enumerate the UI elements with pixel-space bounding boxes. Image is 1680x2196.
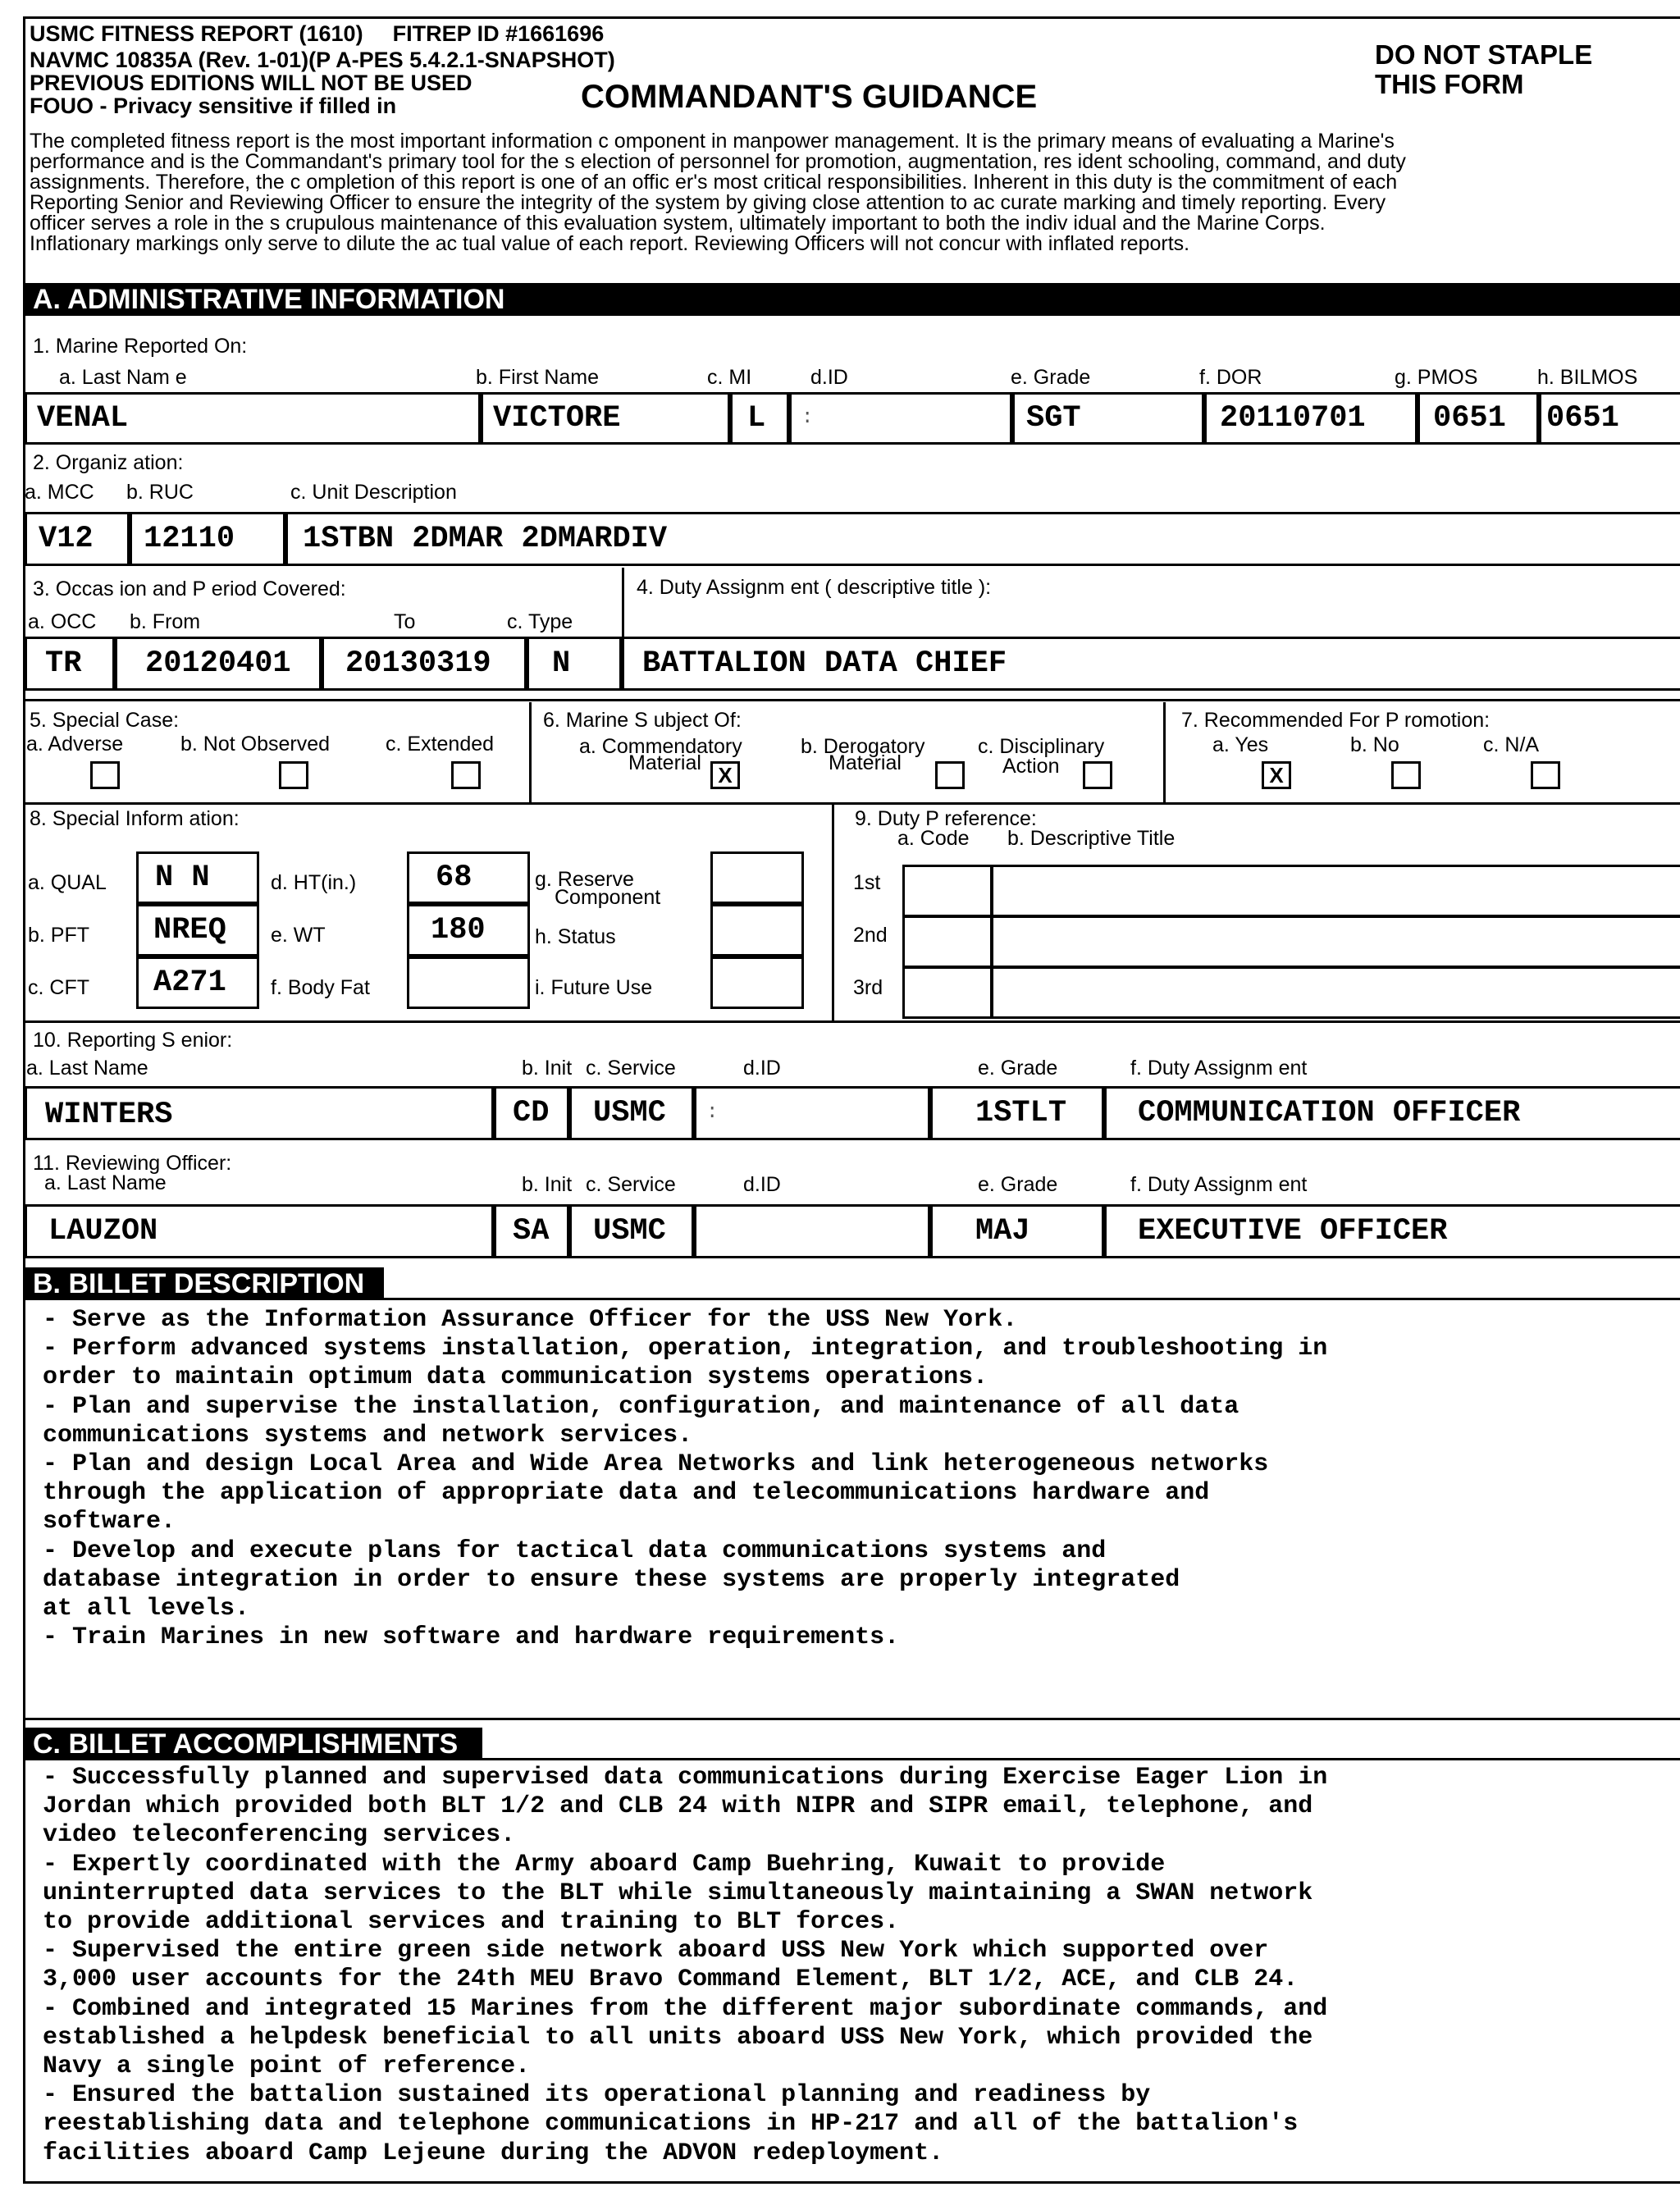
height-field[interactable]: 68 xyxy=(407,851,530,904)
adverse-label: a. Adverse xyxy=(26,733,124,756)
ro-init-label: b. Init xyxy=(522,1173,573,1196)
weight-field[interactable]: 180 xyxy=(407,904,530,956)
bilmos-label: h. BILMOS xyxy=(1537,366,1638,389)
marine-id-field[interactable]: : xyxy=(789,392,1012,445)
pref-3rd-label: 3rd xyxy=(853,976,883,999)
commendatory-label: a. Commendatory xyxy=(579,735,742,758)
last-name-label: a. Last Nam e xyxy=(59,366,187,389)
type-label: c. Type xyxy=(507,610,573,633)
pft-label: b. PFT xyxy=(28,924,90,947)
occ-label: a. OCC xyxy=(28,610,97,633)
promotion-na-checkbox[interactable] xyxy=(1531,761,1560,789)
rs-id-label: d.ID xyxy=(743,1057,781,1080)
marine-pmos-field[interactable]: 0651 xyxy=(1418,392,1539,445)
ro-id-label: d.ID xyxy=(743,1173,781,1196)
reserve-label: g. Reserve xyxy=(535,868,634,891)
rs-grade-field[interactable]: 1STLT xyxy=(930,1086,1104,1140)
pmos-label: g. PMOS xyxy=(1395,366,1478,389)
ro-service-field[interactable]: USMC xyxy=(569,1204,694,1258)
duty-assignment-field[interactable]: BATTALION DATA CHIEF xyxy=(622,637,1680,691)
mcc-field[interactable]: V12 xyxy=(25,512,130,566)
pref-2nd-label: 2nd xyxy=(853,924,888,947)
staple-warning-1: DO NOT STAPLE xyxy=(1375,39,1593,70)
duty-assignment-label: 4. Duty Assignm ent ( descriptive title ): xyxy=(637,576,992,599)
ro-service-label: c. Service xyxy=(586,1173,676,1196)
id-label: d.ID xyxy=(810,366,848,389)
pref-2nd-title[interactable] xyxy=(991,915,1680,968)
form-revision: NAVMC 10835A (Rev. 1-01)(P A-PES 5.4.2.1-SNAPSHOT) xyxy=(30,48,615,72)
reserve-component-label: Component xyxy=(555,886,661,909)
special-case-divider xyxy=(529,702,532,804)
ruc-field[interactable]: 12110 xyxy=(130,512,285,566)
occasion-type-field[interactable]: N xyxy=(527,637,622,691)
cft-label: c. CFT xyxy=(28,976,89,999)
marine-last-name-field[interactable]: VENAL xyxy=(25,392,481,445)
future-use-field[interactable] xyxy=(710,956,804,1009)
pref-title-label: b. Descriptive Title xyxy=(1007,827,1176,850)
first-name-label: b. First Name xyxy=(476,366,600,389)
staple-warning-2: THIS FORM xyxy=(1375,69,1524,99)
section-c-top-rule xyxy=(23,1718,1680,1720)
dor-label: f. DOR xyxy=(1199,366,1262,389)
reporting-senior-label: 10. Reporting S enior: xyxy=(33,1029,233,1052)
rs-duty-field[interactable]: COMMUNICATION OFFICER xyxy=(1104,1086,1680,1140)
privacy-note: FOUO - Privacy sensitive if filled in xyxy=(30,94,397,118)
ro-id-field[interactable] xyxy=(694,1204,930,1258)
pref-1st-label: 1st xyxy=(853,871,881,894)
cft-field[interactable]: A271 xyxy=(136,956,259,1009)
ro-duty-label: f. Duty Assignm ent xyxy=(1130,1173,1308,1196)
section-b-rule xyxy=(384,1298,1680,1300)
ro-grade-label: e. Grade xyxy=(978,1173,1058,1196)
commendatory-checkbox[interactable]: X xyxy=(710,761,740,789)
ro-init-field[interactable]: SA xyxy=(494,1204,569,1258)
rs-grade-label: e. Grade xyxy=(978,1057,1058,1080)
ro-last-name-label: a. Last Name xyxy=(44,1171,167,1194)
form-id: USMC FITNESS REPORT (1610) FITREP ID #1661696 xyxy=(30,21,605,46)
ro-duty-field[interactable]: EXECUTIVE OFFICER xyxy=(1104,1204,1680,1258)
row-divider xyxy=(23,1020,1680,1023)
fitrep-id: FITREP ID #1661696 xyxy=(392,21,605,46)
promotion-no-checkbox[interactable] xyxy=(1391,761,1421,789)
pref-3rd-title[interactable] xyxy=(991,966,1680,1019)
section-c-header: C. BILLET ACCOMPLISHMENTS xyxy=(23,1728,482,1760)
marine-grade-field[interactable]: SGT xyxy=(1012,392,1204,445)
pref-1st-title[interactable] xyxy=(991,865,1680,917)
ruc-label: b. RUC xyxy=(126,481,194,504)
row-divider xyxy=(23,699,1680,701)
grade-label: e. Grade xyxy=(1011,366,1091,389)
reserve-component-field[interactable] xyxy=(710,851,804,904)
mcc-label: a. MCC xyxy=(25,481,94,504)
rs-duty-label: f. Duty Assignm ent xyxy=(1130,1057,1308,1080)
special-case-label: 5. Special Case: xyxy=(30,709,180,732)
to-label: To xyxy=(394,610,416,633)
recommended-promotion-label: 7. Recommended For P romotion: xyxy=(1181,709,1491,732)
pref-3rd-code[interactable] xyxy=(902,966,993,1019)
body-fat-field[interactable] xyxy=(407,956,530,1009)
derogatory-material-label: Material xyxy=(829,751,902,774)
marine-first-name-field[interactable]: VICTORE xyxy=(481,392,730,445)
qual-label: a. QUAL xyxy=(28,871,107,894)
pref-code-label: a. Code xyxy=(897,827,970,850)
future-use-label: i. Future Use xyxy=(535,976,653,999)
organization-label: 2. Organiz ation: xyxy=(33,451,184,474)
rs-service-label: c. Service xyxy=(586,1057,676,1080)
pref-2nd-code[interactable] xyxy=(902,915,993,968)
promotion-divider xyxy=(1163,702,1166,804)
rs-last-name-label: a. Last Name xyxy=(26,1057,148,1080)
rs-init-field[interactable]: CD xyxy=(494,1086,569,1140)
occasion-label: 3. Occas ion and P eriod Covered: xyxy=(33,578,346,600)
page-title: COMMANDANT'S GUIDANCE xyxy=(581,79,1038,115)
pref-1st-code[interactable] xyxy=(902,865,993,917)
guidance-text: The completed fitness report is the most important information c omponent in manpower management. It is the primary means of evaluating a Marine's performance and is the Commandant's primary tool for the s election of personnel for promotion, augmentation, res ident schooling, command, and duty assignments. Therefore, the c ompletion of this report is one of an offic er's most critical responsibilities. Inherent in this duty is the commitment of each Reporting Senior and Reviewing Officer to ensure the integrity of the system by giving close attention to ac curate marking and timely reporting. Every officer serves a role in the s crupulous maintenance of this evaluation system, ultimately important to both the indiv idual and the Marine Corps. Inflationary markings only serve to dilute the ac tual value of each report. Reviewing Officers will not concur with inflated reports. xyxy=(30,130,1406,255)
period-from-field[interactable]: 20120401 xyxy=(115,637,322,691)
marine-bilmos-field[interactable]: 0651 xyxy=(1539,392,1680,445)
commendatory-material-label: Material xyxy=(628,751,701,774)
promotion-yes-checkbox[interactable]: X xyxy=(1262,761,1291,789)
period-to-field[interactable]: 20130319 xyxy=(322,637,527,691)
rs-service-field[interactable]: USMC xyxy=(569,1086,694,1140)
reviewing-officer-label: 11. Reviewing Officer: xyxy=(33,1152,232,1175)
promotion-na-label: c. N/A xyxy=(1483,733,1540,756)
section-a-header: A. ADMINISTRATIVE INFORMATION xyxy=(23,283,1680,316)
marine-reported-label: 1. Marine Reported On: xyxy=(33,335,248,358)
section-c-rule xyxy=(482,1758,1680,1760)
special-information-label: 8. Special Inform ation: xyxy=(30,807,240,830)
billet-accomplishments-text: - Successfully planned and supervised data communications during Exercise Eager Lion in Jordan which provided both BLT 1/2 and CLB 24 with NIPR and SIPR email, telephone, and video teleconferencing services. - Expertly coordinated with the Army aboard Camp Buehring, Kuwait to provide uninterrupted data services to the BLT while simultaneously maintaining a SWAN network to provide additional services and training to BLT forces. - Supervised the entire green side network aboard USS New York which supported over 3,000 user accounts for the 24th MEU Bravo Command Element, BLT 1/2, ACE, and CLB 24. - Combined and integrated 15 Marines from the different major subordinate commands, and established a helpdesk beneficial to all units aboard USS New York, which provided the Navy a single point of reference. - Ensured the battalion sustained its operational planning and readiness by reestablishing data and telephone communications in HP-217 and all of the battalion's facilities aboard Camp Lejeune during the ADVON redeployment. xyxy=(43,1764,1328,2167)
promotion-no-label: b. No xyxy=(1350,733,1399,756)
rs-last-name-field[interactable]: WINTERS xyxy=(25,1086,494,1140)
duty-assignment-divider xyxy=(622,568,624,638)
extended-checkbox[interactable] xyxy=(451,761,481,789)
mi-label: c. MI xyxy=(707,366,752,389)
qual-field[interactable]: N N xyxy=(136,851,259,904)
unit-description-field[interactable]: 1STBN 2DMAR 2DMARDIV xyxy=(285,512,1680,566)
duty-preference-label: 9. Duty P reference: xyxy=(855,807,1037,830)
promotion-yes-label: a. Yes xyxy=(1212,733,1269,756)
status-field[interactable] xyxy=(710,904,804,956)
billet-description-text: - Serve as the Information Assurance Officer for the USS New York. - Perform advanced systems installation, operation, integration, and troubleshooting in order to maintain optimum data communication systems operations. - Plan and supervise the installation, configuration, and maintenance of all data communications systems and network services. - Plan and design Local Area and Wide Area Networks and link heterogeneous networks through the application of appropriate data and telecommunications hardware and software. - Develop and execute plans for tactical data communications systems and database integration in order to ensure these systems are properly integrated at all levels. - Train Marines in new software and hardware requirements. xyxy=(43,1306,1328,1652)
marine-mi-field[interactable]: L xyxy=(730,392,789,445)
not-observed-label: b. Not Observed xyxy=(180,733,331,756)
ro-grade-field[interactable]: MAJ xyxy=(930,1204,1104,1258)
pft-field[interactable]: NREQ xyxy=(136,904,259,956)
rs-id-field[interactable]: : xyxy=(694,1086,930,1140)
status-label: h. Status xyxy=(535,925,616,948)
not-observed-checkbox[interactable] xyxy=(279,761,308,789)
occ-field[interactable]: TR xyxy=(25,637,115,691)
section-b-header: B. BILLET DESCRIPTION xyxy=(23,1267,384,1300)
ro-last-name-field[interactable]: LAUZON xyxy=(25,1204,494,1258)
marine-dor-field[interactable]: 20110701 xyxy=(1204,392,1418,445)
row-divider xyxy=(23,802,1680,805)
disciplinary-action-label: Action xyxy=(1002,755,1060,778)
extended-label: c. Extended xyxy=(386,733,495,756)
editions-note: PREVIOUS EDITIONS WILL NOT BE USED xyxy=(30,71,472,95)
derogatory-label: b. Derogatory xyxy=(801,735,925,758)
disciplinary-label: c. Disciplinary xyxy=(978,735,1105,758)
duty-preference-divider xyxy=(832,804,834,1020)
rs-init-label: b. Init xyxy=(522,1057,573,1080)
marine-subject-of-label: 6. Marine S ubject Of: xyxy=(543,709,742,732)
unit-description-label: c. Unit Description xyxy=(290,481,457,504)
from-label: b. From xyxy=(130,610,201,633)
body-fat-label: f. Body Fat xyxy=(271,976,370,999)
height-label: d. HT(in.) xyxy=(271,871,357,894)
disciplinary-checkbox[interactable] xyxy=(1083,761,1112,789)
weight-label: e. WT xyxy=(271,924,326,947)
adverse-checkbox[interactable] xyxy=(90,761,120,789)
derogatory-checkbox[interactable] xyxy=(935,761,965,789)
